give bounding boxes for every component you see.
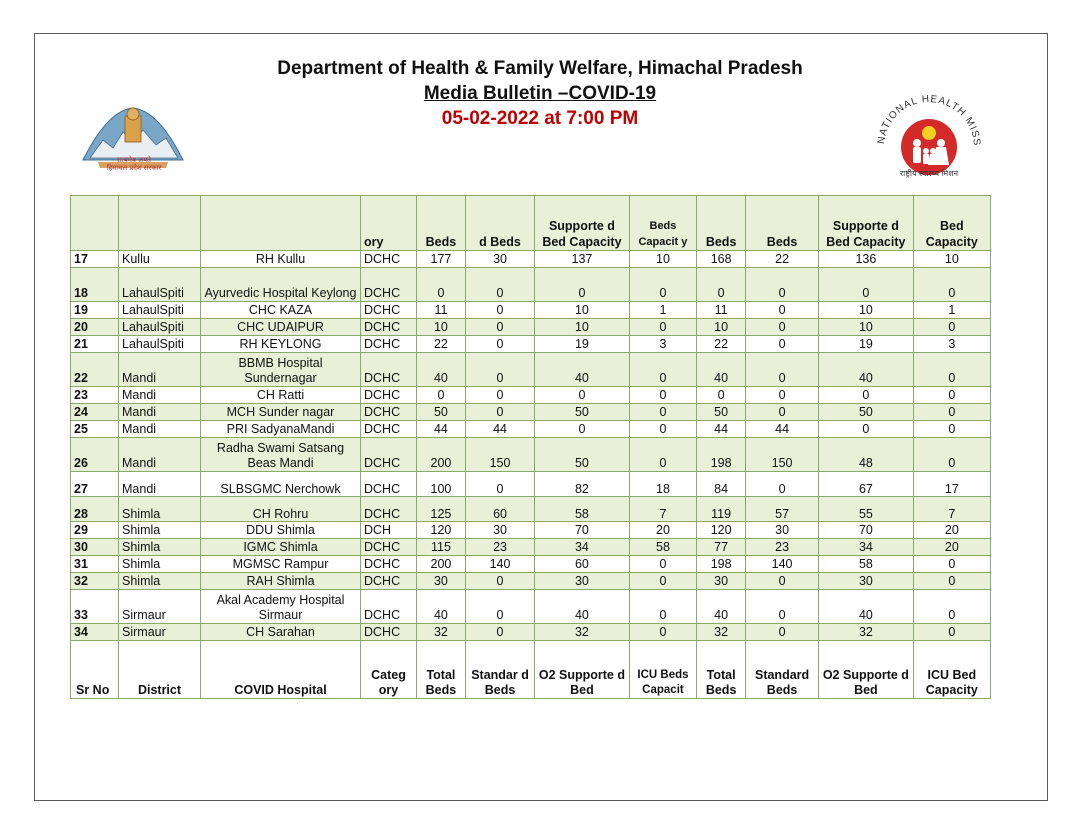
emblem-caption-line2: हिमाचल प्रदेश सरकार <box>106 165 162 172</box>
cell-icu-beds2: 0 <box>913 353 990 387</box>
cell-standard-beds2: 0 <box>746 624 819 641</box>
cell-o2-beds: 50 <box>535 404 630 421</box>
cell-o2-beds: 10 <box>535 302 630 319</box>
cell-o2-beds: 137 <box>535 251 630 268</box>
table-row <box>71 472 991 497</box>
table-row <box>71 497 991 522</box>
cell-o2-beds: 32 <box>535 624 630 641</box>
cell-icu-beds: 7 <box>629 497 696 522</box>
cell-sr: 28 <box>71 497 119 522</box>
col-category-top: ory <box>361 196 417 251</box>
cell-o2-beds2: 67 <box>819 472 914 497</box>
cell-standard-beds: 0 <box>465 472 534 497</box>
cell-district: Shimla <box>119 497 201 522</box>
cell-standard-beds: 0 <box>465 302 534 319</box>
cell-sr: 22 <box>71 353 119 387</box>
cell-o2-beds2: 58 <box>819 556 914 573</box>
cell-sr: 17 <box>71 251 119 268</box>
cell-icu-beds: 0 <box>629 573 696 590</box>
cell-sr: 18 <box>71 268 119 302</box>
cell-o2-beds: 0 <box>535 387 630 404</box>
cell-standard-beds2: 0 <box>746 302 819 319</box>
cell-icu-beds2: 0 <box>913 404 990 421</box>
cell-category: DCHC <box>361 438 417 472</box>
cell-standard-beds2: 44 <box>746 421 819 438</box>
cell-icu-beds: 0 <box>629 387 696 404</box>
col-total-beds-label: Total Beds <box>417 641 466 699</box>
cell-o2-beds: 19 <box>535 336 630 353</box>
cell-total-beds: 40 <box>417 590 466 624</box>
cell-icu-beds2: 0 <box>913 438 990 472</box>
cell-category: DCHC <box>361 251 417 268</box>
cell-total-beds2: 32 <box>697 624 746 641</box>
cell-sr: 33 <box>71 590 119 624</box>
page-title: Department of Health & Family Welfare, Himachal Pradesh <box>277 58 803 79</box>
table-row <box>71 539 991 556</box>
cell-total-beds2: 11 <box>697 302 746 319</box>
cell-icu-beds2: 0 <box>913 556 990 573</box>
cell-icu-beds2: 0 <box>913 573 990 590</box>
cell-icu-beds: 0 <box>629 590 696 624</box>
cell-icu-beds: 1 <box>629 302 696 319</box>
cell-standard-beds2: 150 <box>746 438 819 472</box>
cell-standard-beds: 30 <box>465 522 534 539</box>
cell-hospital: DDU Shimla <box>201 522 361 539</box>
cell-standard-beds: 0 <box>465 336 534 353</box>
cell-icu-beds: 0 <box>629 319 696 336</box>
cell-category: DCHC <box>361 539 417 556</box>
cell-icu-beds: 0 <box>629 404 696 421</box>
cell-o2-beds: 0 <box>535 421 630 438</box>
cell-o2-beds2: 70 <box>819 522 914 539</box>
cell-standard-beds2: 0 <box>746 590 819 624</box>
cell-standard-beds: 0 <box>465 319 534 336</box>
cell-total-beds: 100 <box>417 472 466 497</box>
cell-district: LahaulSpiti <box>119 268 201 302</box>
cell-icu-beds2: 0 <box>913 421 990 438</box>
hospital-beds-table <box>70 195 991 699</box>
cell-hospital: SLBSGMC Nerchowk <box>201 472 361 497</box>
bulletin-header <box>0 56 1080 131</box>
cell-sr: 32 <box>71 573 119 590</box>
cell-o2-beds2: 10 <box>819 319 914 336</box>
cell-category: DCHC <box>361 472 417 497</box>
col-category-label: Categ ory <box>361 641 417 699</box>
col-o2-beds2-top: Supporte d Bed Capacity <box>819 196 914 251</box>
cell-icu-beds2: 0 <box>913 387 990 404</box>
cell-icu-beds2: 0 <box>913 624 990 641</box>
cell-hospital: Akal Academy Hospital Sirmaur <box>201 590 361 624</box>
cell-district: Mandi <box>119 472 201 497</box>
cell-standard-beds: 0 <box>465 590 534 624</box>
cell-o2-beds2: 0 <box>819 268 914 302</box>
cell-total-beds: 115 <box>417 539 466 556</box>
cell-total-beds2: 40 <box>697 590 746 624</box>
col-district-top <box>119 196 201 251</box>
cell-hospital: CHC KAZA <box>201 302 361 319</box>
cell-standard-beds: 0 <box>465 387 534 404</box>
cell-hospital: Ayurvedic Hospital Keylong <box>201 268 361 302</box>
cell-icu-beds: 58 <box>629 539 696 556</box>
table-row <box>71 556 991 573</box>
table-row <box>71 404 991 421</box>
table-row <box>71 573 991 590</box>
cell-hospital: RH KEYLONG <box>201 336 361 353</box>
cell-standard-beds: 150 <box>465 438 534 472</box>
cell-icu-beds2: 17 <box>913 472 990 497</box>
cell-o2-beds2: 32 <box>819 624 914 641</box>
cell-total-beds2: 50 <box>697 404 746 421</box>
cell-o2-beds2: 30 <box>819 573 914 590</box>
cell-total-beds: 22 <box>417 336 466 353</box>
cell-icu-beds2: 7 <box>913 497 990 522</box>
col-icu-beds-top: Beds Capacit y <box>629 196 696 251</box>
cell-o2-beds2: 19 <box>819 336 914 353</box>
cell-total-beds: 32 <box>417 624 466 641</box>
page-subtitle: Media Bulletin –COVID-19 <box>423 83 657 104</box>
table-top-header-row <box>71 196 991 251</box>
col-o2-beds-top: Supporte d Bed Capacity <box>535 196 630 251</box>
cell-category: DCHC <box>361 353 417 387</box>
col-icu-beds2-top: Bed Capacity <box>913 196 990 251</box>
cell-hospital: PRI SadyanaMandi <box>201 421 361 438</box>
cell-district: Sirmaur <box>119 590 201 624</box>
cell-standard-beds: 44 <box>465 421 534 438</box>
cell-sr: 31 <box>71 556 119 573</box>
cell-o2-beds: 60 <box>535 556 630 573</box>
cell-category: DCHC <box>361 421 417 438</box>
cell-icu-beds: 20 <box>629 522 696 539</box>
cell-total-beds: 40 <box>417 353 466 387</box>
cell-category: DCH <box>361 522 417 539</box>
table-row <box>71 522 991 539</box>
cell-icu-beds: 0 <box>629 556 696 573</box>
col-icu-beds-label: ICU Beds Capacit <box>629 641 696 699</box>
cell-o2-beds: 40 <box>535 590 630 624</box>
cell-o2-beds: 58 <box>535 497 630 522</box>
cell-total-beds2: 84 <box>697 472 746 497</box>
cell-o2-beds2: 48 <box>819 438 914 472</box>
cell-icu-beds: 0 <box>629 438 696 472</box>
cell-sr: 34 <box>71 624 119 641</box>
cell-standard-beds2: 140 <box>746 556 819 573</box>
cell-total-beds: 10 <box>417 319 466 336</box>
cell-total-beds2: 198 <box>697 556 746 573</box>
col-o2-beds2-label: O2 Supporte d Bed <box>819 641 914 699</box>
cell-district: Sirmaur <box>119 624 201 641</box>
cell-total-beds2: 0 <box>697 387 746 404</box>
cell-sr: 27 <box>71 472 119 497</box>
cell-sr: 25 <box>71 421 119 438</box>
table-row <box>71 319 991 336</box>
emblem-caption <box>80 157 188 177</box>
col-standard-beds2-label: Standard Beds <box>746 641 819 699</box>
table-row <box>71 624 991 641</box>
cell-icu-beds2: 0 <box>913 590 990 624</box>
cell-total-beds2: 22 <box>697 336 746 353</box>
table-row <box>71 336 991 353</box>
cell-standard-beds: 0 <box>465 624 534 641</box>
cell-icu-beds2: 10 <box>913 251 990 268</box>
cell-icu-beds: 0 <box>629 353 696 387</box>
cell-o2-beds2: 0 <box>819 421 914 438</box>
cell-standard-beds: 0 <box>465 404 534 421</box>
cell-standard-beds2: 30 <box>746 522 819 539</box>
cell-category: DCHC <box>361 387 417 404</box>
cell-hospital: MGMSC Rampur <box>201 556 361 573</box>
cell-o2-beds: 0 <box>535 268 630 302</box>
table-row <box>71 353 991 387</box>
nhm-caption: राष्ट्रीय स्वास्थ्य मिशन <box>899 169 959 178</box>
cell-category: DCHC <box>361 404 417 421</box>
col-standard-beds-label: Standar d Beds <box>465 641 534 699</box>
cell-icu-beds2: 3 <box>913 336 990 353</box>
cell-hospital: CHC UDAIPUR <box>201 319 361 336</box>
col-total-beds2-top: Beds <box>697 196 746 251</box>
cell-hospital: CH Sarahan <box>201 624 361 641</box>
cell-hospital: RH Kullu <box>201 251 361 268</box>
table-row <box>71 590 991 624</box>
cell-standard-beds2: 57 <box>746 497 819 522</box>
bulletin-date: 05-02-2022 at 7:00 PM <box>441 108 639 129</box>
cell-total-beds: 0 <box>417 387 466 404</box>
cell-sr: 20 <box>71 319 119 336</box>
cell-icu-beds: 10 <box>629 251 696 268</box>
cell-total-beds: 200 <box>417 438 466 472</box>
table-row <box>71 302 991 319</box>
cell-standard-beds: 23 <box>465 539 534 556</box>
cell-district: LahaulSpiti <box>119 336 201 353</box>
cell-total-beds2: 77 <box>697 539 746 556</box>
cell-total-beds: 50 <box>417 404 466 421</box>
cell-sr: 19 <box>71 302 119 319</box>
cell-icu-beds: 0 <box>629 421 696 438</box>
cell-district: Mandi <box>119 387 201 404</box>
cell-total-beds: 125 <box>417 497 466 522</box>
emblem-caption-line1: सत्यमेव जयते <box>116 157 152 164</box>
cell-o2-beds2: 50 <box>819 404 914 421</box>
cell-standard-beds2: 22 <box>746 251 819 268</box>
cell-total-beds2: 198 <box>697 438 746 472</box>
cell-sr: 23 <box>71 387 119 404</box>
cell-o2-beds: 82 <box>535 472 630 497</box>
cell-total-beds: 30 <box>417 573 466 590</box>
cell-icu-beds: 18 <box>629 472 696 497</box>
cell-total-beds: 177 <box>417 251 466 268</box>
cell-icu-beds2: 0 <box>913 268 990 302</box>
cell-o2-beds: 10 <box>535 319 630 336</box>
cell-total-beds: 200 <box>417 556 466 573</box>
cell-hospital: RAH Shimla <box>201 573 361 590</box>
cell-hospital: Radha Swami Satsang Beas Mandi <box>201 438 361 472</box>
cell-district: Kullu <box>119 251 201 268</box>
cell-district: Shimla <box>119 522 201 539</box>
cell-sr: 26 <box>71 438 119 472</box>
cell-standard-beds: 0 <box>465 268 534 302</box>
cell-sr: 30 <box>71 539 119 556</box>
cell-hospital: CH Rohru <box>201 497 361 522</box>
cell-total-beds2: 168 <box>697 251 746 268</box>
table-body <box>71 251 991 641</box>
table-footer-header-row <box>71 641 991 699</box>
cell-standard-beds2: 0 <box>746 319 819 336</box>
col-standard-beds2-top: Beds <box>746 196 819 251</box>
cell-category: DCHC <box>361 319 417 336</box>
cell-icu-beds: 0 <box>629 268 696 302</box>
cell-hospital: MCH Sunder nagar <box>201 404 361 421</box>
col-hospital-top <box>201 196 361 251</box>
cell-standard-beds2: 23 <box>746 539 819 556</box>
cell-hospital: BBMB Hospital Sundernagar <box>201 353 361 387</box>
cell-standard-beds2: 0 <box>746 353 819 387</box>
cell-standard-beds2: 0 <box>746 336 819 353</box>
col-standard-beds-top: d Beds <box>465 196 534 251</box>
cell-category: DCHC <box>361 302 417 319</box>
col-hospital-label: COVID Hospital <box>201 641 361 699</box>
cell-category: DCHC <box>361 624 417 641</box>
cell-o2-beds2: 55 <box>819 497 914 522</box>
cell-standard-beds2: 0 <box>746 573 819 590</box>
col-sr-top <box>71 196 119 251</box>
cell-o2-beds2: 0 <box>819 387 914 404</box>
cell-sr: 29 <box>71 522 119 539</box>
col-sr-label: Sr No <box>71 641 119 699</box>
col-total-beds2-label: Total Beds <box>697 641 746 699</box>
cell-standard-beds: 30 <box>465 251 534 268</box>
cell-total-beds2: 40 <box>697 353 746 387</box>
cell-total-beds: 120 <box>417 522 466 539</box>
cell-category: DCHC <box>361 336 417 353</box>
cell-total-beds2: 30 <box>697 573 746 590</box>
cell-total-beds2: 44 <box>697 421 746 438</box>
cell-category: DCHC <box>361 573 417 590</box>
table-row <box>71 387 991 404</box>
cell-standard-beds: 140 <box>465 556 534 573</box>
cell-o2-beds: 40 <box>535 353 630 387</box>
cell-standard-beds: 60 <box>465 497 534 522</box>
cell-total-beds2: 10 <box>697 319 746 336</box>
cell-o2-beds: 70 <box>535 522 630 539</box>
cell-district: Mandi <box>119 353 201 387</box>
cell-district: Mandi <box>119 404 201 421</box>
col-district-label: District <box>119 641 201 699</box>
table-row <box>71 268 991 302</box>
cell-sr: 24 <box>71 404 119 421</box>
cell-icu-beds2: 20 <box>913 522 990 539</box>
table-row <box>71 438 991 472</box>
cell-district: LahaulSpiti <box>119 319 201 336</box>
cell-district: Mandi <box>119 421 201 438</box>
cell-o2-beds2: 40 <box>819 590 914 624</box>
cell-total-beds: 0 <box>417 268 466 302</box>
cell-sr: 21 <box>71 336 119 353</box>
cell-total-beds2: 119 <box>697 497 746 522</box>
cell-total-beds: 44 <box>417 421 466 438</box>
cell-standard-beds2: 0 <box>746 404 819 421</box>
cell-district: LahaulSpiti <box>119 302 201 319</box>
cell-icu-beds: 0 <box>629 624 696 641</box>
cell-o2-beds: 34 <box>535 539 630 556</box>
cell-district: Shimla <box>119 556 201 573</box>
table-row <box>71 251 991 268</box>
cell-district: Shimla <box>119 539 201 556</box>
col-total-beds-top: Beds <box>417 196 466 251</box>
col-icu-beds2-label: ICU Bed Capacity <box>913 641 990 699</box>
cell-standard-beds: 0 <box>465 573 534 590</box>
cell-icu-beds2: 20 <box>913 539 990 556</box>
cell-total-beds2: 120 <box>697 522 746 539</box>
cell-standard-beds2: 0 <box>746 472 819 497</box>
nhm-arc-text: NATIONAL HEALTH MISS <box>875 93 983 147</box>
col-o2-beds-label: O2 Supporte d Bed <box>535 641 630 699</box>
cell-o2-beds: 30 <box>535 573 630 590</box>
cell-total-beds: 11 <box>417 302 466 319</box>
cell-o2-beds2: 40 <box>819 353 914 387</box>
cell-district: Shimla <box>119 573 201 590</box>
cell-category: DCHC <box>361 590 417 624</box>
table-row <box>71 421 991 438</box>
cell-category: DCHC <box>361 556 417 573</box>
cell-total-beds2: 0 <box>697 268 746 302</box>
cell-icu-beds2: 0 <box>913 319 990 336</box>
cell-standard-beds: 0 <box>465 353 534 387</box>
cell-icu-beds2: 1 <box>913 302 990 319</box>
cell-district: Mandi <box>119 438 201 472</box>
cell-standard-beds2: 0 <box>746 268 819 302</box>
cell-o2-beds2: 10 <box>819 302 914 319</box>
cell-o2-beds2: 136 <box>819 251 914 268</box>
cell-standard-beds2: 0 <box>746 387 819 404</box>
cell-category: DCHC <box>361 497 417 522</box>
cell-o2-beds2: 34 <box>819 539 914 556</box>
cell-hospital: IGMC Shimla <box>201 539 361 556</box>
cell-o2-beds: 50 <box>535 438 630 472</box>
cell-icu-beds: 3 <box>629 336 696 353</box>
cell-category: DCHC <box>361 268 417 302</box>
cell-hospital: CH Ratti <box>201 387 361 404</box>
